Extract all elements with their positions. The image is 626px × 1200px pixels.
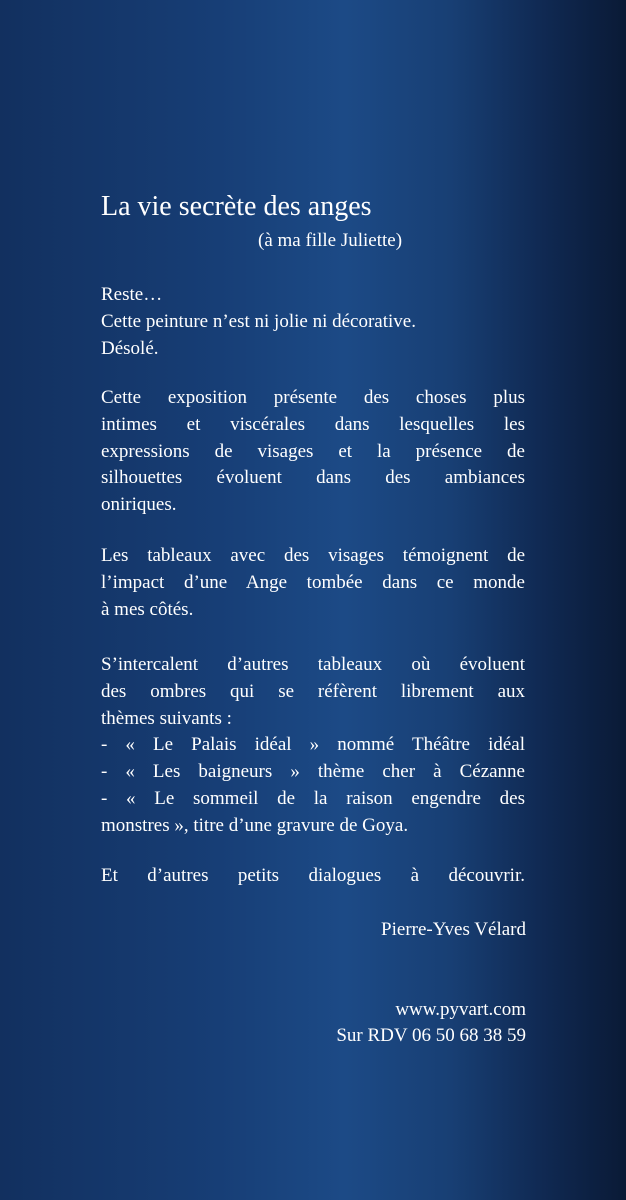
- text-line: S’intercalent d’autres tableaux où évoluent: [101, 654, 525, 675]
- text-line: des ombres qui se réfèrent librement aux: [101, 680, 525, 702]
- phone-number: Sur RDV 06 50 68 38 59: [336, 1025, 526, 1046]
- dedication: (à ma fille Juliette): [258, 230, 403, 251]
- text-line: oniriques.: [101, 494, 177, 516]
- contact-block: [336, 997, 526, 1049]
- page-title: La vie secrète des anges: [101, 191, 372, 222]
- paragraph-closing: [101, 863, 531, 890]
- text-line: thèmes suivants :: [101, 707, 232, 729]
- paragraph-intro: [101, 282, 531, 362]
- text-line: expressions de visages et la présence de: [101, 440, 525, 462]
- website-link[interactable]: www.pyvart.com: [395, 999, 526, 1020]
- text-line: monstres », titre d’une gravure de Goya.: [101, 814, 409, 836]
- text-line: Désolé.: [101, 337, 159, 359]
- text-line: silhouettes évoluent dans des ambiances: [101, 467, 525, 489]
- text-line: intimes et viscérales dans lesquelles les: [101, 413, 525, 435]
- list-item: - « Les baigneurs » thème cher à Cézanne: [101, 761, 525, 783]
- paragraph-exposition: [101, 385, 531, 519]
- text-line: l’impact d’une Ange tombée dans ce monde: [101, 571, 525, 593]
- text-line: à mes côtés.: [101, 598, 194, 620]
- text-line: Reste…: [101, 284, 163, 305]
- text-line: Cette peinture n’est ni jolie ni décorative.: [101, 310, 416, 332]
- text-line: Les tableaux avec des visages témoignent de: [101, 545, 525, 566]
- list-item: - « Le Palais idéal » nommé Théâtre idéal: [101, 734, 525, 756]
- paragraph-visages: [101, 543, 531, 623]
- paragraph-themes: [101, 652, 531, 840]
- list-item: - « Le sommeil de la raison engendre des: [101, 787, 525, 809]
- text-line: Cette exposition présente des choses plus: [101, 387, 525, 408]
- signature: Pierre-Yves Vélard: [381, 919, 526, 940]
- text-line: Et d’autres petits dialogues à découvrir.: [101, 865, 525, 886]
